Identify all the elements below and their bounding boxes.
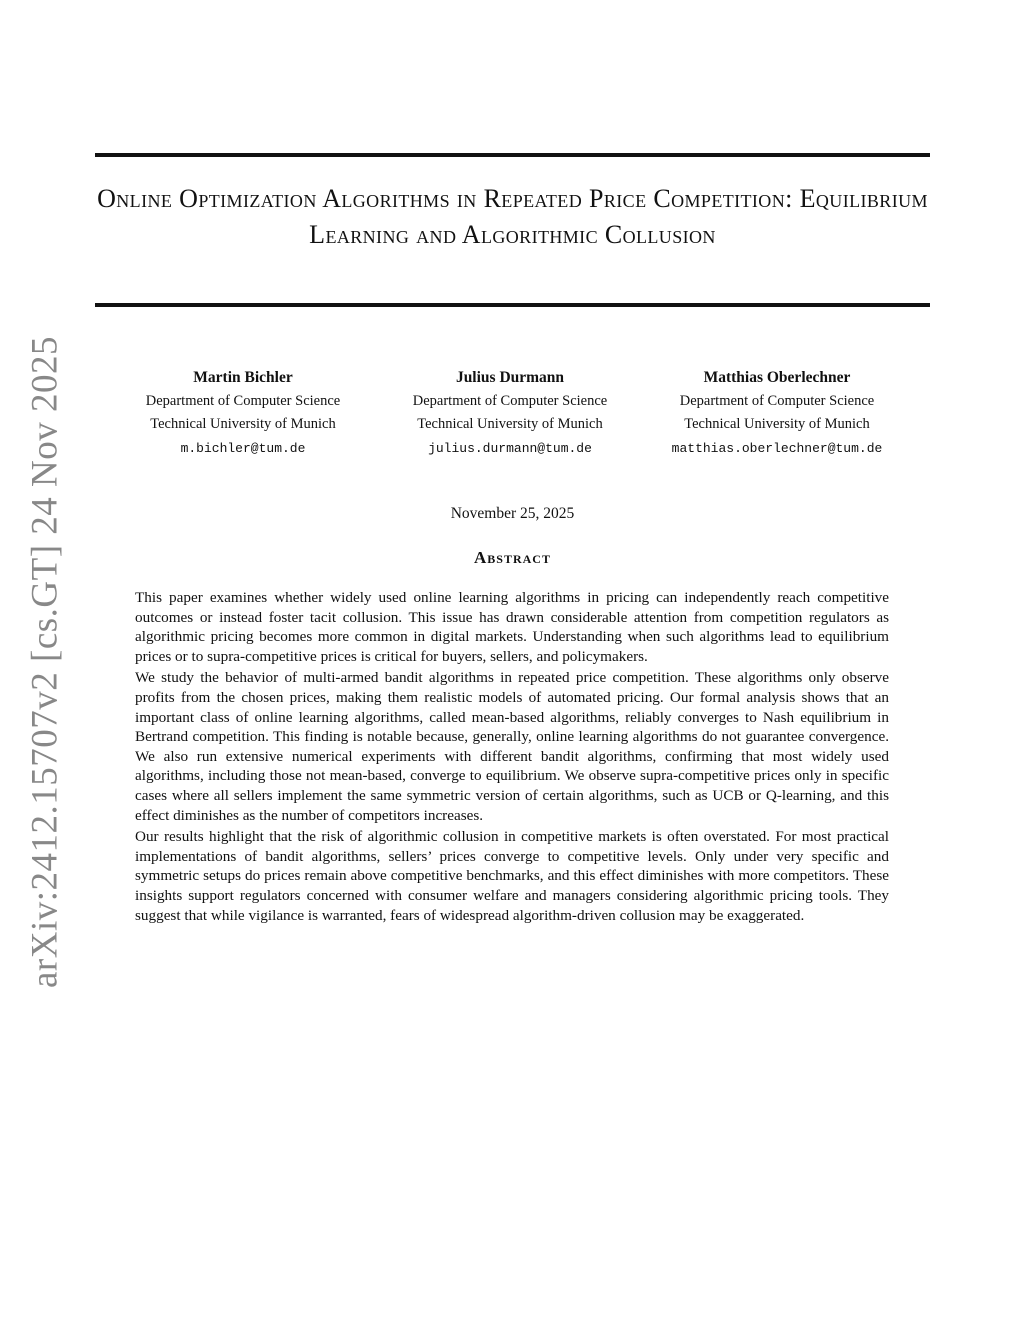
author-department: Department of Computer Science — [679, 392, 875, 409]
paper-title: Online Optimization Algorithms in Repeated Price Competition: Equilibrium Learning and Algorithmic Collusion — [97, 184, 928, 249]
abstract-paragraph: Our results highlight that the risk of algorithmic collusion in competitive markets is often overstated. For most practical implementations of bandit algorithms, sellers’ prices converge to competitive levels. Only under very specific and symmetric setups do prices remain above competitive benchmarks, and this effect diminishes with more competitors. These insights support regulators concerned with consumer welfare and managers considering algorithmic pricing tools. They suggest that while vigilance is warranted, fears of widespread algorithm-driven collusion may be exaggerated. — [135, 828, 889, 924]
author-institution: Technical University of Munich — [684, 416, 870, 432]
title-top-rule — [95, 153, 930, 157]
author-name: Martin Bichler — [193, 369, 293, 386]
arxiv-identifier-stamp: arXiv:2412.15707v2 [cs.GT] 24 Nov 2025 — [24, 335, 66, 989]
author-institution: Technical University of Munich — [417, 416, 603, 432]
abstract-paragraph: This paper examines whether widely used online learning algorithms in pricing can independently reach competitive outcomes or instead foster tacit collusion. This issue has drawn considerable attention from competition regulators as algorithmic pricing becomes more common in digital markets. Understanding when such algorithms lead to equilibrium prices or to supra-competitive prices is critical for buyers, sellers, and policymakers. — [135, 589, 889, 665]
author-name: Matthias Oberlechner — [703, 369, 851, 386]
author-block — [644, 366, 910, 460]
author-email[interactable]: m.bichler@tum.de — [180, 440, 306, 456]
author-block — [377, 366, 643, 460]
abstract-paragraph: We study the behavior of multi-armed bandit algorithms in repeated price competition. These algorithms only observe profits from the chosen prices, making them realistic models of automated pricing. Our formal analysis shows that an important class of online learning algorithms, called mean-based algorithms, reliably converges to Nash equilibrium in Bertrand competition. This finding is notable because, generally, online learning algorithms do not guarantee convergence. We also run extensive numerical experiments with different bandit algorithms, confirming that most widely used algorithms, including those not mean-based, converge to equilibrium. We observe supra-competitive prices only in specific cases where all sellers implement the same symmetric version of certain algorithms, such as UCB or Q-learning, and this effect diminishes as the number of competitors increases. — [135, 669, 889, 824]
author-email[interactable]: matthias.oberlechner@tum.de — [671, 440, 883, 456]
abstract-heading: Abstract — [474, 548, 551, 567]
publication-date: November 25, 2025 — [450, 505, 575, 522]
abstract-body — [135, 588, 889, 927]
author-block — [110, 366, 376, 460]
author-list — [110, 366, 910, 460]
author-name: Julius Durmann — [455, 369, 565, 386]
author-email[interactable]: julius.durmann@tum.de — [428, 440, 592, 456]
title-bottom-rule — [95, 303, 930, 307]
author-department: Department of Computer Science — [145, 392, 341, 409]
author-department: Department of Computer Science — [412, 392, 608, 409]
author-institution: Technical University of Munich — [150, 416, 336, 432]
